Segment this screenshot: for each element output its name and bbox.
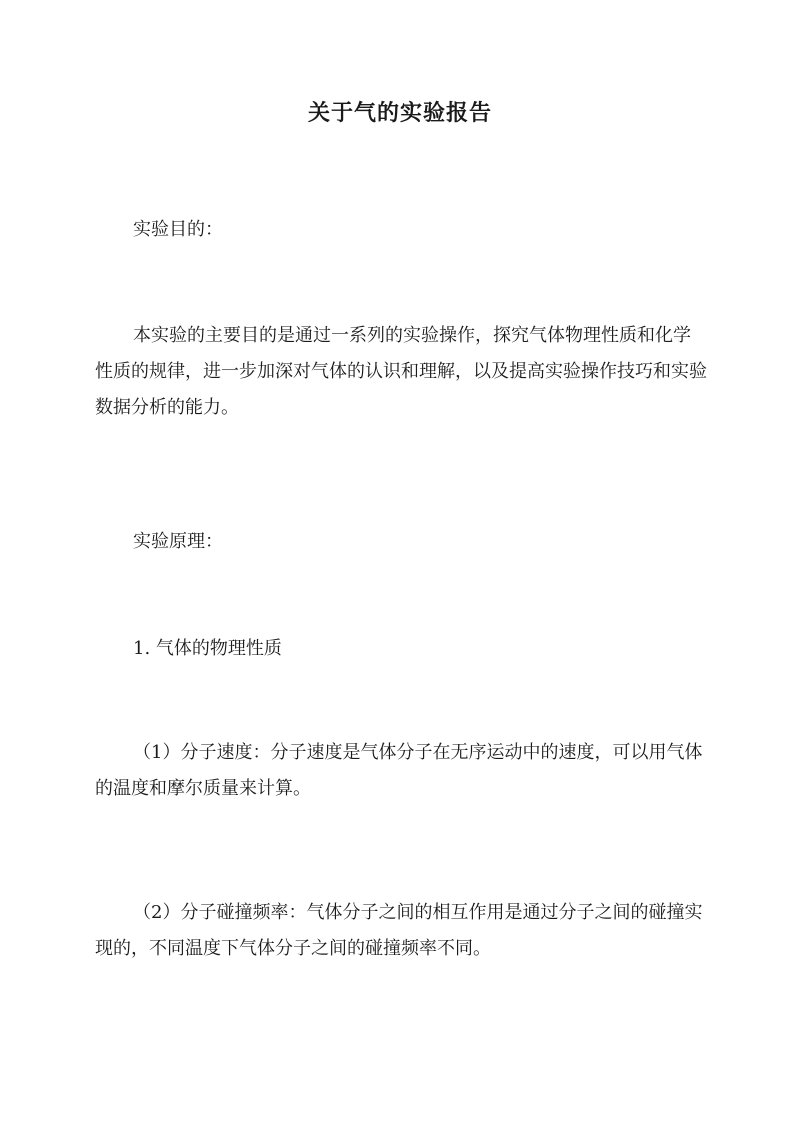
purpose-paragraph: 本实验的主要目的是通过一系列的实验操作，探究气体物理性质和化学性质的规律，进一步加深对气体的认识和理解，以及提高实验操作技巧和实验数据分析的能力。 [95,325,707,418]
document-title: 关于气的实验报告 [307,100,492,126]
principle-heading: 实验原理： [133,531,223,552]
purpose-heading: 实验目的： [133,219,223,240]
section-1-item-2: （2）分子碰撞频率：气体分子之间的相互作用是通过分子之间的碰撞实现的，不同温度下气体分子之间的碰撞频率不同。 [95,902,703,959]
section-1-item-1: （1）分子速度：分子速度是气体分子在无序运动中的速度，可以用气体的温度和摩尔质量来计算。 [95,742,703,799]
section-1-heading: 1. 气体的物理性质 [133,638,282,659]
